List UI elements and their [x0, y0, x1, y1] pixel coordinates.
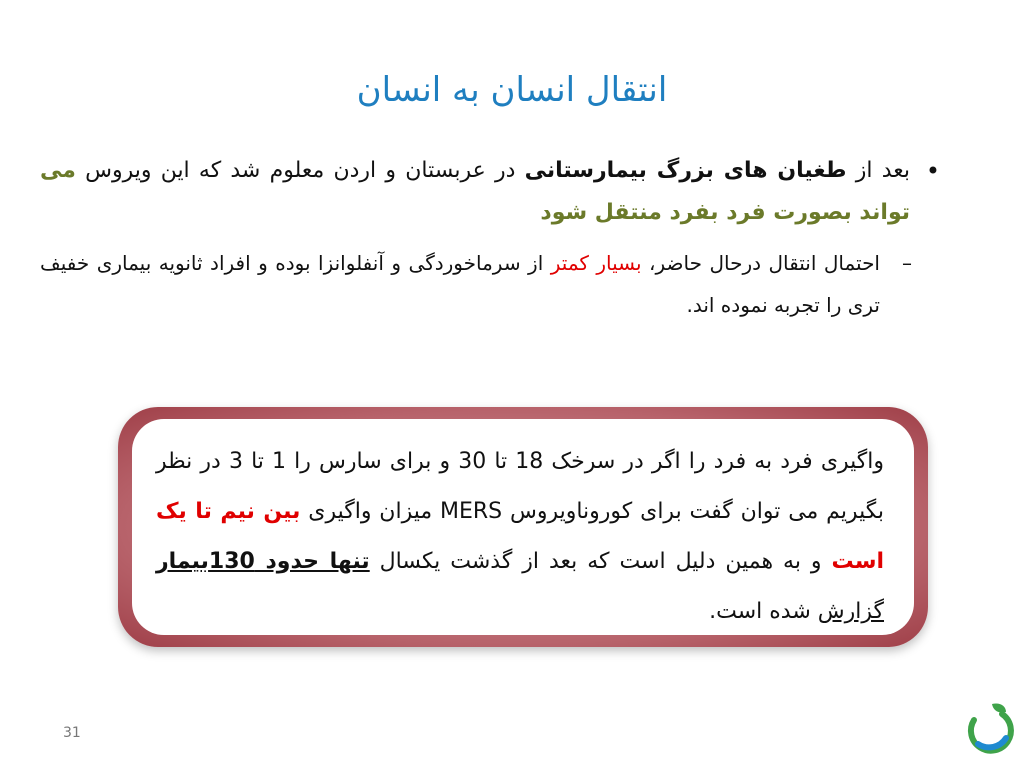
callout-underlined-130-patients: تنها حدود 130بیمار — [156, 549, 370, 574]
bullet1-green-transmission: می تواند بصورت فرد بفرد منتقل شود — [40, 158, 910, 225]
callout-text-1: واگیری فرد به فرد را اگر در سرخک 18 تا 30 و برای سارس را 1 تا 3 در نظر بگیریم می توان گفت برای کوروناویروس MERS میزان واگیری — [156, 449, 885, 524]
bullet2-red-much-less: بسیار کمتر — [550, 251, 642, 275]
sub-bullet-dash: – — [902, 251, 912, 275]
bullet1-text-2: در عربستان و اردن معلوم شد که این ویروس — [75, 158, 525, 183]
bullet2-text-2: از سرماخوردگی و آنفلوانزا بوده و افراد ثانویه بیماری خفیف تری را تجربه نموده اند. — [40, 251, 880, 317]
leaf-ring-logo-icon — [962, 700, 1018, 758]
bullet1-text-1: بعد از — [846, 158, 910, 183]
page-number: 31 — [63, 725, 81, 741]
callout-text — [132, 419, 914, 635]
bullet-item-1 — [40, 150, 940, 234]
bullet-list — [40, 150, 940, 326]
bullet2-text-1: احتمال انتقال درحال حاضر، — [641, 251, 880, 275]
callout-underlined-reported: گزارش — [817, 599, 884, 624]
callout-text-2: و به همین دلیل است که بعد از گذشت یکسال — [369, 549, 832, 574]
sub-bullet-item-1 — [40, 242, 940, 326]
callout-box — [118, 407, 928, 647]
callout-red-half-to-one: بین نیم تا یک است — [156, 499, 885, 574]
slide-title: انتقال انسان به انسان — [356, 70, 668, 110]
bullet1-bold-outbreaks: طغیان های بزرگ بیمارستانی — [524, 158, 847, 183]
callout-text-3: شده است. — [709, 599, 818, 624]
